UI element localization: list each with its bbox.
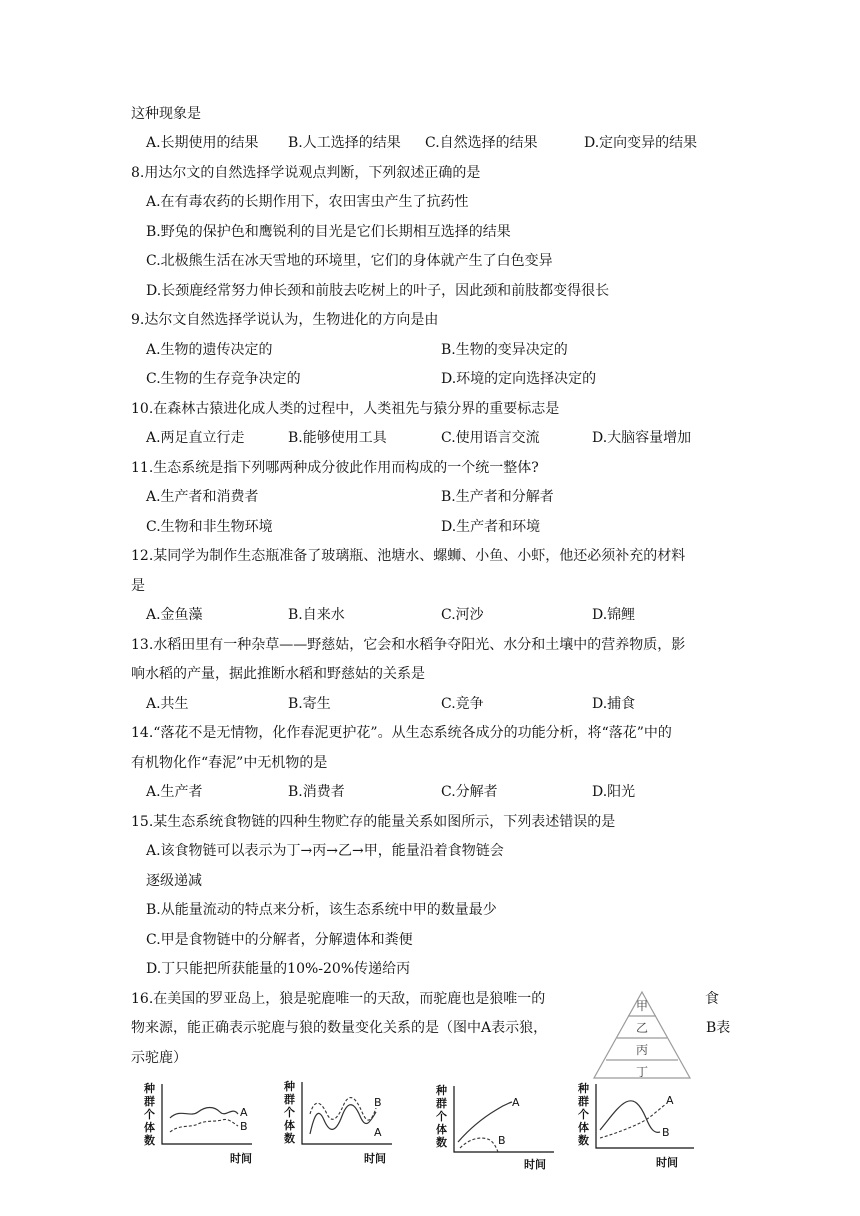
q10-stem: 10.在森林古猿进化成人类的过程中，人类祖先与猿分界的重要标志是 [131,401,560,417]
q10-option-d: D.大脑容量增加 [592,430,692,446]
q9-option-b: B.生物的变异决定的 [441,342,568,358]
q11-option-a: A.生产者和消费者 [146,489,259,505]
y-label-char: 群 [144,1095,155,1108]
q12-option-a: A.金鱼藻 [146,607,203,623]
q11-option-c: C.生物和非生物环境 [146,519,273,535]
q13-option-d: D.捕食 [592,696,636,712]
y-label-char: 个 [144,1108,155,1121]
q8-option-a: A.在有毒农药的长期作用下，农田害虫产生了抗药性 [146,194,469,210]
graph-option-a [140,1078,260,1170]
q16-stem-line3: 示驼鹿） [131,1050,187,1066]
q12-stem-line1: 12.某同学为制作生态瓶准备了玻璃瓶、池塘水、螺蛳、小鱼、小虾，他还必须补充的材料 [131,548,686,564]
q16-stem-line2-tail: B表 [706,1020,731,1036]
q7-option-a: A.长期使用的结果 [146,135,259,151]
q7-option-b: B.人工选择的结果 [288,135,401,151]
q14-stem-line2: 有机物化作“春泥”中无机物的是 [131,755,328,771]
label-a: A [666,1094,674,1107]
q12-option-b: B.自来水 [288,607,345,623]
y-label-char: 体 [578,1121,589,1134]
q15-option-d: D.丁只能把所获能量的10%-20%传递给丙 [146,961,411,977]
q10-option-b: B.能够使用工具 [288,430,387,446]
q15-stem: 15.某生态系统食物链的四种生物贮存的能量关系如图所示，下列表述错误的是 [131,814,616,830]
graph-option-b [280,1076,400,1168]
q16-stem-line1-tail: 食 [705,991,719,1007]
label-b: B [240,1120,248,1133]
q8-option-c: C.北极熊生活在冰天雪地的环境里，它们的身体就产生了白色变异 [146,253,553,269]
q8-option-b: B.野兔的保护色和鹰锐利的目光是它们长期相互选择的结果 [146,224,511,240]
label-b: B [498,1134,506,1147]
q9-option-d: D.环境的定向选择决定的 [441,371,597,387]
q11-stem: 11.生态系统是指下列哪两种成分彼此作用而构成的一个统一整体? [131,460,539,476]
q14-option-a: A.生产者 [146,784,203,800]
y-label-char: 种 [578,1082,589,1095]
x-label: 时间 [230,1152,252,1165]
y-label-char: 群 [436,1097,447,1110]
q10-option-a: A.两足直立行走 [146,430,245,446]
label-a: A [512,1096,520,1109]
y-label-char: 数 [144,1134,155,1147]
q15-option-a-line1: A.该食物链可以表示为丁→丙→乙→甲，能量沿着食物链会 [146,843,504,859]
y-label-char: 种 [144,1082,155,1095]
q8-option-d: D.长颈鹿经常努力伸长颈和前肢去吃树上的叶子，因此颈和前肢都变得很长 [146,283,610,299]
q16-stem-line2: 物来源，能正确表示驼鹿与狼的数量变化关系的是（图中A表示狼， [131,1020,548,1036]
y-label-char: 个 [436,1110,447,1123]
q12-option-d: D.锦鲤 [592,607,636,623]
y-label-char: 个 [578,1108,589,1121]
y-label-char: 种 [436,1084,447,1097]
y-label-char: 数 [284,1132,295,1145]
q13-option-b: B.寄生 [288,696,331,712]
label-a: A [374,1126,382,1139]
q13-option-c: C.竞争 [441,696,484,712]
q12-stem-line2: 是 [131,578,145,594]
q14-option-c: C.分解者 [441,784,498,800]
y-label-char: 群 [284,1093,295,1106]
x-label: 时间 [364,1152,386,1165]
y-label-char: 体 [436,1123,447,1136]
label-b: B [374,1096,382,1109]
q13-stem-line1: 13.水稻田里有一种杂草——野慈姑，它会和水稻争夺阳光、水分和土壤中的营养物质，影 [131,637,686,653]
q10-option-c: C.使用语言交流 [441,430,540,446]
q9-option-c: C.生物的生存竞争决定的 [146,371,301,387]
q7-option-d: D.定向变异的结果 [584,135,698,151]
x-label: 时间 [656,1156,678,1169]
y-label-char: 数 [436,1136,447,1149]
q11-option-d: D.生产者和环境 [441,519,541,535]
curve-a [170,1108,238,1119]
y-label-char: 个 [284,1106,295,1119]
curve-a [310,1105,376,1134]
y-label-char: 体 [284,1119,295,1132]
curve-a [600,1104,666,1138]
pyramid-level-yi: 乙 [635,1021,649,1035]
q13-stem-line2: 响水稻的产量，据此推断水稻和野慈姑的关系是 [131,666,425,682]
x-label: 时间 [524,1158,546,1171]
pyramid-level-jia: 甲 [635,999,649,1013]
q16-stem-line1: 16.在美国的罗亚岛上，狼是驼鹿唯一的天敌，而驼鹿也是狼唯一的 [131,991,546,1007]
y-label-char: 种 [284,1080,295,1093]
y-label-char: 群 [578,1095,589,1108]
q14-stem-line1: 14.“落花不是无情物，化作春泥更护花”。从生态系统各成分的功能分析，将“落花”中的 [131,725,672,741]
label-b: B [662,1126,670,1139]
graph-option-c [432,1080,562,1172]
q9-stem: 9.达尔文自然选择学说认为，生物进化的方向是由 [131,312,439,328]
q14-option-b: B.消费者 [288,784,345,800]
curve-b [460,1138,498,1152]
q11-option-b: B.生产者和分解者 [441,489,554,505]
pyramid-level-bing: 丙 [635,1043,649,1057]
q12-option-c: C.河沙 [441,607,484,623]
graph-option-d [574,1078,704,1170]
q7-option-c: C.自然选择的结果 [425,135,538,151]
energy-pyramid-figure [590,988,700,1082]
y-label-char: 体 [144,1121,155,1134]
q14-option-d: D.阳光 [592,784,636,800]
label-a: A [240,1106,248,1119]
curve-b [310,1098,376,1121]
q9-option-a: A.生物的遗传决定的 [146,342,273,358]
q15-option-a-line2: 逐级递减 [146,873,202,889]
curve-b [170,1119,238,1132]
y-label-char: 数 [578,1134,589,1147]
q7-stem-tail: 这种现象是 [131,106,201,122]
q8-stem: 8.用达尔文的自然选择学说观点判断，下列叙述正确的是 [131,165,481,181]
q13-option-a: A.共生 [146,696,189,712]
q15-option-b: B.从能量流动的特点来分析，该生态系统中甲的数量最少 [146,902,497,918]
q15-option-c: C.甲是食物链中的分解者，分解遗体和粪便 [146,932,413,948]
pyramid-level-ding: 丁 [635,1065,649,1079]
